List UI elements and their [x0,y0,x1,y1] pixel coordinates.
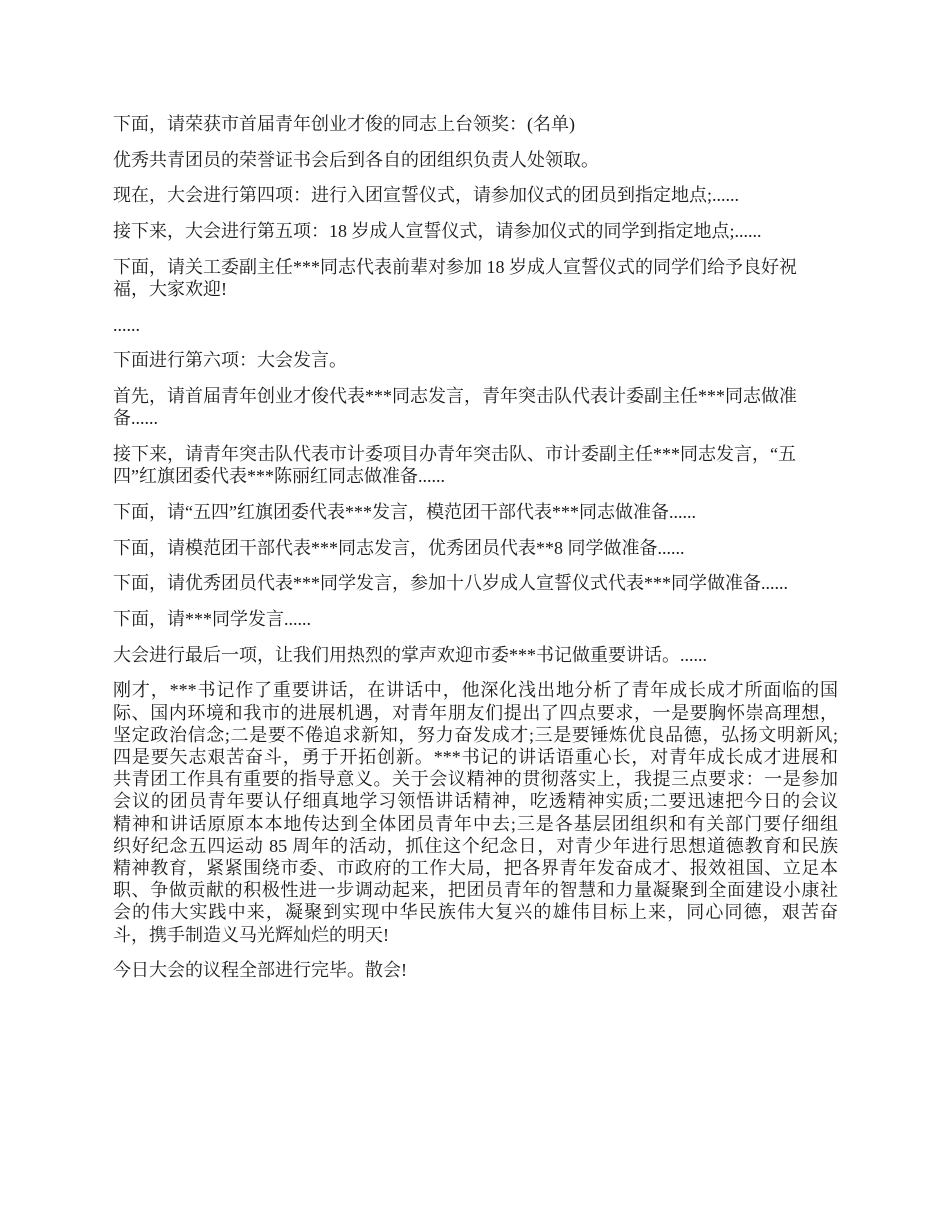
paragraph [113,220,838,242]
paragraph [113,149,838,171]
paragraph [113,959,838,981]
text-line: 坚定政治信念;二是要不倦追求新知，努力奋发成才;三是要锤炼优良品德，弘扬文明新风; [113,724,838,745]
paragraph [113,537,838,559]
text-line: 下面，请荣获市首届青年创业才俊的同志上台领奖：(名单) [113,114,575,134]
text-line: 会议的团员青年要认仔细真地学习领悟讲话精神，吃透精神实质;二要迅速把今日的会议 [113,791,838,812]
text-line: 福，大家欢迎! [113,279,227,300]
text-line: 下面，请优秀团员代表***同学发言，参加十八岁成人宣誓仪式代表***同学做准备...... [113,573,788,594]
document-body [113,113,838,995]
paragraph [113,501,838,523]
text-line: 四”红旗团委代表***陈丽红同志做准备...... [113,466,445,487]
paragraph [113,349,838,371]
text-line: 首先，请首届青年创业才俊代表***同志发言，青年突击队代表计委副主任***同志做准 [113,386,797,407]
text-line: 下面，请模范团干部代表***同志发言，优秀团员代表**8 同学做准备...... [113,537,685,558]
text-line: 会的伟大实践中来，凝聚到实现中华民族伟大复兴的雄伟目标上来，同心同德，艰苦奋 [113,902,838,923]
paragraph [113,608,838,630]
text-line: 今日大会的议程全部进行完毕。散会! [113,960,407,981]
text-line: 备...... [113,408,158,429]
text-line: 际、国内环境和我市的进展机遇，对青年朋友们提出了四点要求，一是要胸怀崇高理想， [113,702,838,723]
text-line: 大会进行最后一项，让我们用热烈的掌声欢迎市委***书记做重要讲话。...... [113,644,707,665]
text-line: 织好纪念五四运动 85 周年的活动，抓住这个纪念日，对青少年进行思想道德教育和民族 [113,835,838,856]
text-line: 下面，请“五四”红旗团委代表***发言，模范团干部代表***同志做准备...... [113,501,696,522]
paragraph [113,385,838,429]
text-line: 接下来，请青年突击队代表市计委项目办青年突击队、市计委副主任***同志发言，“五 [113,444,796,465]
text-line: 现在，大会进行第四项：进行入团宣誓仪式，请参加仪式的团员到指定地点;...... [113,185,739,206]
paragraph [113,256,838,300]
text-line: 精神和讲话原原本本地传达到全体团员青年中去;三是各基层团组织和有关部门要仔细组 [113,813,838,834]
text-line: 下面，请***同学发言...... [113,609,311,630]
text-line: 接下来，大会进行第五项：18 岁成人宣誓仪式，请参加仪式的同学到指定地点;...... [113,221,762,242]
text-line: 四是要矢志艰苦奋斗，勇于开拓创新。***书记的讲话语重心长，对青年成长成才进展和 [113,747,838,768]
paragraph [113,184,838,206]
paragraph [113,644,838,666]
paragraph [113,314,838,336]
text-line: 下面进行第六项：大会发言。 [113,350,347,371]
text-line: 斗，携手制造义马光辉灿烂的明天! [113,924,389,945]
text-line: 职、争做贡献的积极性进一步调动起来，把团员青年的智慧和力量凝聚到全面建设小康社 [113,880,838,901]
paragraph [113,679,838,945]
paragraph [113,572,838,594]
text-line: 下面，请关工委副主任***同志代表前辈对参加 18 岁成人宣誓仪式的同学们给予良好祝 [113,256,797,277]
paragraph [113,443,838,487]
text-line: 精神教育，紧紧围绕市委、市政府的工作大局，把各界青年发奋成才、报效祖国、立足本 [113,858,838,879]
text-line: 优秀共青团员的荣誉证书会后到各自的团组织负责人处领取。 [113,149,599,170]
paragraph [113,113,838,135]
text-line: 刚才，***书记作了重要讲话，在讲话中，他深化浅出地分析了青年成长成才所面临的国 [113,680,838,701]
text-line: 共青团工作具有重要的指导意义。关于会议精神的贯彻落实上，我提三点要求：一是参加 [113,769,838,790]
text-line: ...... [113,314,140,335]
